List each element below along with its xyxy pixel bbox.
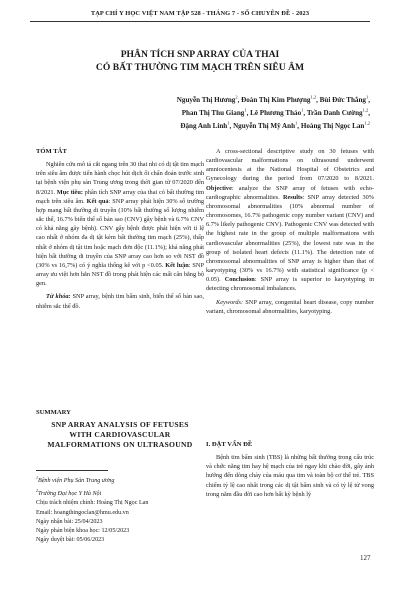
header-rule <box>30 21 370 22</box>
author: Nguyễn Thị Mỹ Anh$^1$, <box>233 120 301 130</box>
intro-paragraph: Bệnh tim bẩm sinh (TBS) là những bất thường trong cấu trúc và chức năng tim hay hệ mạch của trẻ ngay khi chào đời, gây ảnh hưởng đến dòng chảy của máu qua tim và toàn bộ cơ thể trẻ. TBS chiếm tỷ lệ cao nhất trong các dị tật bẩm sinh và có tỷ lệ tử vong trong năm đầu đời cao hơn bất kỳ bệnh lý <box>206 454 374 498</box>
english-title: SNP ARRAY ANALYSIS OF FETUSES WITH CARDIOVASCULAR MALFORMATIONS ON ULTRASOUND <box>47 420 193 450</box>
author: Đặng Anh Linh$^1$, <box>180 120 234 130</box>
date-received: Ngày nhận bài: 25/04/2023 <box>36 518 103 525</box>
author: Trần Danh Cường$^{1,2}$, <box>306 107 370 118</box>
vietnamese-abstract <box>36 147 204 311</box>
keywords: Keywords: SNP array, congenital heart disease, copy number variant, chromosomal abnormalities, karyotyping. <box>206 298 374 315</box>
date-reviewed: Ngày phản biện khoa học: 12/05/2023 <box>36 528 130 535</box>
page-number: 127 <box>360 554 371 562</box>
corresponding-author: Chịu trách nhiệm chính: Hoàng Thị Ngọc Lan <box>36 500 149 507</box>
author: Phan Thị Thu Giang$^1$, <box>181 107 251 118</box>
keywords: Từ khóa: SNP array, bệnh tim bẩm sinh, biến thể số bản sao, nhiễm sắc thể đồ. <box>36 293 204 310</box>
intro-heading: I. ĐẶT VẤN ĐỀ <box>206 441 253 448</box>
author: Nguyễn Thị Hương$^2$, <box>176 95 242 105</box>
affiliation-1: $^1$Bệnh viện Phụ Sản Trung ương <box>36 475 115 485</box>
footnotes <box>36 473 204 545</box>
footnote-rule <box>36 470 108 471</box>
abstract-paragraph: A cross-sectional descriptive study on 30 fetuses with cardiovascular malformations on ultrasound underwent amniocentesis at the National Hospital of Obstetrics and Gynecology during the period from 07/2020 to 8/2021. Objective: analyze the SNP array of fetuses with echo-cardiographic abnormalities. Results: SNP array detected 30% chromosomal abnormalities (10% abnormal number of chromosomes, 16.7% pathogenic copy number variant (CNV) and 6.7% likely pathogenic CNV). Pathogenic CNV was detected with the highest rate in the group of multiple malformations with cardiovascular abnormalities (25%), the lowest rate was in the group of isolated heart defects (11.1%). The detection rate of chromosomal abnormalities of SNP array is higher than that of karyotyping (30% vs 16.7%) with statistical significance (p < 0.05). Conclusion: SNP array is superior to karyotyping in detecting chromosomal imbalances. <box>206 148 374 293</box>
title-line: PHÂN TÍCH SNP ARRAY CỦA THAI <box>120 49 280 60</box>
author-list <box>150 93 370 131</box>
author: Lê Phương Thảo$^1$, <box>250 107 307 118</box>
journal-header: TẠP CHÍ Y HỌC VIỆT NAM TẬP 528 - THÁNG 7 - SỐ CHUYÊN ĐỀ - 2023 <box>90 10 310 17</box>
english-summary-heading <box>36 409 204 451</box>
email: Email: hoangthingoclan@hmu.edu.vn <box>36 509 129 516</box>
article-title <box>30 48 370 74</box>
date-accepted: Ngày duyệt bài: 05/06/2023 <box>36 537 105 544</box>
summary-label: SUMMARY <box>36 409 71 416</box>
author: Hoàng Thị Ngọc Lan$^{1,2}$ <box>300 120 370 130</box>
abstract-heading: TÓM TẮT <box>36 148 67 155</box>
title-line: CÓ BẤT THƯỜNG TIM MẠCH TRÊN SIÊU ÂM <box>95 62 305 73</box>
english-abstract <box>206 147 374 316</box>
affiliation-2: $^2$Trường Đại học Y Hà Nội <box>36 488 102 498</box>
author: Bùi Đức Thắng$^1$, <box>319 95 370 105</box>
abstract-paragraph: Nghiên cứu mô tả cắt ngang trên 30 thai nhi có dị tật tim mạch trên siêu âm được tiến hành chọc hút dịch ối chẩn đoán trước sinh tại bệnh viện phụ sản Trung ương trong thời gian từ 07/2020 đến 8/2021. Mục tiêu: phân tích SNP array của thai có bất thường tim mạch trên siêu âm. Kết quả: SNP array phát hiện 30% số trường hợp mang bất thường di truyền (10% bất thường số lượng nhiễm sắc thể, 16.7% biến thể số bản sao (CNV) gây bệnh và 6.7% CNV có khả năng gây bệnh). CNV gây bệnh được phát hiện với tỉ lệ cao nhất ở nhóm đa dị tật kèm bất thường tim mạch (25%), thấp nhất ở nhóm dị tật tim hoặc mạch đơn độc (11.1%); khả năng phát hiện bất thường di truyền của SNP array cao hơn so với NST đồ (30% vs 16,7%) có ý nghĩa thống kê với p <0.05. Kết luận: SNP array ưu việt hơn hẳn NST đồ trong phát hiện các mất cân bằng bộ gen. <box>36 161 205 288</box>
author: Đoàn Thị Kim Phượng$^{1,2}$, <box>241 95 320 105</box>
introduction <box>206 440 374 499</box>
